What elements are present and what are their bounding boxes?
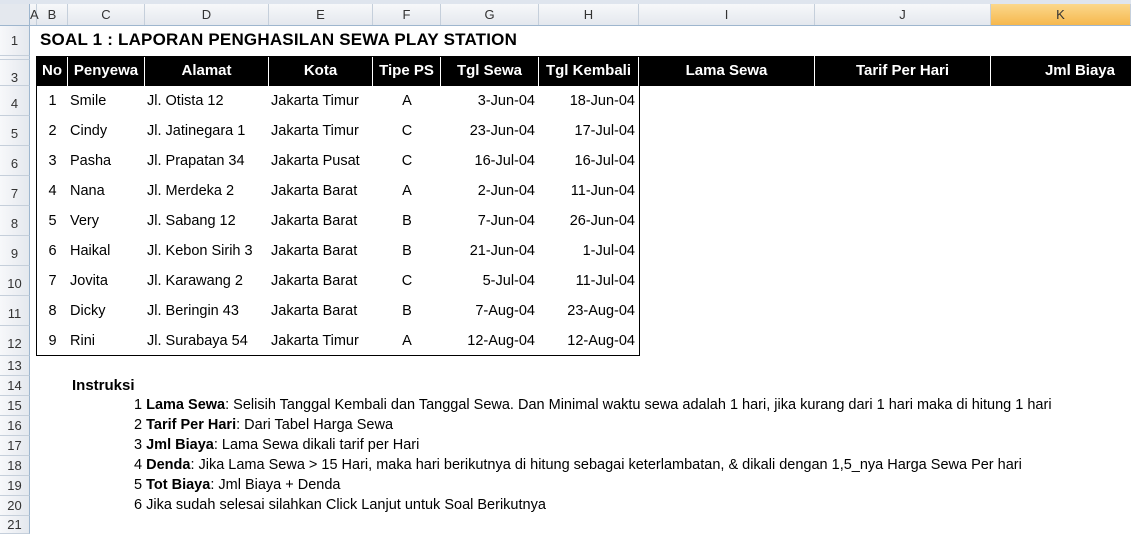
- column-header-j[interactable]: J: [815, 4, 991, 25]
- cell-tgl-kembali[interactable]: 11-Jun-04: [570, 183, 635, 199]
- cell-tgl-sewa[interactable]: 23-Jun-04: [469, 123, 535, 139]
- cell-tgl-sewa[interactable]: 2-Jun-04: [477, 183, 535, 199]
- row-header[interactable]: 19: [0, 476, 30, 496]
- row-header[interactable]: 17: [0, 436, 30, 456]
- header-jml-biaya: Jml Biaya: [991, 56, 1131, 86]
- header-lama-sewa: Lama Sewa: [639, 56, 815, 86]
- row-header[interactable]: 10: [0, 266, 30, 296]
- row-header[interactable]: 11: [0, 296, 30, 326]
- cell-tgl-sewa[interactable]: 3-Jun-04: [477, 93, 535, 109]
- cell-kota[interactable]: Jakarta Timur: [271, 93, 359, 109]
- cell-alamat[interactable]: Jl. Prapatan 34: [147, 153, 245, 169]
- cell-tipe-ps[interactable]: A: [402, 93, 412, 109]
- column-header-b[interactable]: B: [37, 4, 68, 25]
- cell-penyewa[interactable]: Jovita: [70, 273, 108, 289]
- cell-tipe-ps[interactable]: A: [402, 333, 412, 349]
- row-header[interactable]: 3: [0, 60, 30, 86]
- row-header[interactable]: 18: [0, 456, 30, 476]
- cell-kota[interactable]: Jakarta Timur: [271, 123, 359, 139]
- select-all-corner[interactable]: [0, 4, 30, 26]
- cell-penyewa[interactable]: Cindy: [70, 123, 108, 139]
- header-tgl-kembali: Tgl Kembali: [539, 56, 639, 86]
- cell-tgl-sewa[interactable]: 7-Jun-04: [477, 213, 535, 229]
- cell-no[interactable]: 8: [48, 303, 57, 319]
- instructions-title: Instruksi: [72, 377, 135, 394]
- header-penyewa: Penyewa: [68, 56, 145, 86]
- cell-tgl-kembali[interactable]: 18-Jun-04: [569, 93, 635, 109]
- cell-tgl-kembali[interactable]: 26-Jun-04: [569, 213, 635, 229]
- cell-tgl-sewa[interactable]: 7-Aug-04: [475, 303, 535, 319]
- cell-alamat[interactable]: Jl. Beringin 43: [147, 303, 239, 319]
- row-header[interactable]: 16: [0, 416, 30, 436]
- cell-tgl-sewa[interactable]: 21-Jun-04: [469, 243, 535, 259]
- instruction-item: 3 Jml Biaya: Lama Sewa dikali tarif per Hari: [134, 437, 420, 453]
- row-header[interactable]: 14: [0, 376, 30, 396]
- row-header[interactable]: 13: [0, 356, 30, 376]
- cell-penyewa[interactable]: Dicky: [70, 303, 106, 319]
- column-header-a[interactable]: A: [30, 4, 37, 25]
- instruction-item: 1 Lama Sewa: Selisih Tanggal Kembali dan Tanggal Sewa. Dan Minimal waktu sewa adalah 1 hari, jika kurang dari 1 hari maka di hitung 1 hari: [134, 397, 1052, 413]
- cell-kota[interactable]: Jakarta Barat: [271, 303, 358, 319]
- cell-no[interactable]: 2: [48, 123, 57, 139]
- row-header[interactable]: 8: [0, 206, 30, 236]
- cell-tgl-sewa[interactable]: 12-Aug-04: [467, 333, 535, 349]
- row-header[interactable]: 4: [0, 86, 30, 116]
- column-header-f[interactable]: F: [373, 4, 441, 25]
- header-tgl-sewa: Tgl Sewa: [441, 56, 539, 86]
- cell-alamat[interactable]: Jl. Sabang 12: [147, 213, 236, 229]
- column-header-k[interactable]: K: [991, 4, 1131, 25]
- instruction-item: 2 Tarif Per Hari: Dari Tabel Harga Sewa: [134, 417, 394, 433]
- cell-kota[interactable]: Jakarta Barat: [271, 243, 358, 259]
- column-header-i[interactable]: I: [639, 4, 815, 25]
- row-header[interactable]: 7: [0, 176, 30, 206]
- row-header[interactable]: 21: [0, 516, 30, 534]
- cell-kota[interactable]: Jakarta Barat: [271, 273, 358, 289]
- cell-alamat[interactable]: Jl. Kebon Sirih 3: [147, 243, 253, 259]
- cell-penyewa[interactable]: Pasha: [70, 153, 112, 169]
- cell-tgl-kembali[interactable]: 16-Jul-04: [574, 153, 635, 169]
- cell-kota[interactable]: Jakarta Timur: [271, 333, 359, 349]
- cell-no[interactable]: 1: [48, 93, 57, 109]
- row-header[interactable]: 12: [0, 326, 30, 356]
- column-header-g[interactable]: G: [441, 4, 539, 25]
- cell-no[interactable]: 7: [48, 273, 57, 289]
- cell-tipe-ps[interactable]: C: [401, 123, 413, 139]
- cell-tgl-kembali[interactable]: 1-Jul-04: [582, 243, 635, 259]
- column-header-c[interactable]: C: [68, 4, 145, 25]
- cell-alamat[interactable]: Jl. Merdeka 2: [147, 183, 235, 199]
- column-header-e[interactable]: E: [269, 4, 373, 25]
- cell-kota[interactable]: Jakarta Pusat: [271, 153, 360, 169]
- cell-tipe-ps[interactable]: B: [402, 303, 412, 319]
- cell-no[interactable]: 4: [48, 183, 57, 199]
- header-no: No: [37, 56, 68, 86]
- cell-kota[interactable]: Jakarta Barat: [271, 213, 358, 229]
- cell-tgl-sewa[interactable]: 5-Jul-04: [482, 273, 535, 289]
- header-tipe-ps: Tipe PS: [373, 56, 441, 86]
- cell-tgl-kembali[interactable]: 23-Aug-04: [567, 303, 635, 319]
- row-header[interactable]: 1: [0, 26, 30, 56]
- header-alamat: Alamat: [145, 56, 269, 86]
- instruction-item: 4 Denda: Jika Lama Sewa > 15 Hari, maka hari berikutnya di hitung sebagai keterlambatan, & dikali dengan 1,5_nya Harga Sewa Per hari: [134, 457, 1022, 473]
- column-header-h[interactable]: H: [539, 4, 639, 25]
- cell-alamat[interactable]: Jl. Otista 12: [147, 93, 224, 109]
- cell-kota[interactable]: Jakarta Barat: [271, 183, 358, 199]
- cell-tgl-kembali[interactable]: 11-Jul-04: [575, 273, 635, 289]
- cell-tipe-ps[interactable]: B: [402, 243, 412, 259]
- cell-alamat[interactable]: Jl. Jatinegara 1: [147, 123, 246, 139]
- cell-no[interactable]: 5: [48, 213, 57, 229]
- cell-tipe-ps[interactable]: B: [402, 213, 412, 229]
- row-header[interactable]: 9: [0, 236, 30, 266]
- row-header[interactable]: 15: [0, 396, 30, 416]
- row-header[interactable]: 5: [0, 116, 30, 146]
- cell-penyewa[interactable]: Nana: [70, 183, 105, 199]
- column-header-bar: [0, 4, 1131, 26]
- row-header[interactable]: 6: [0, 146, 30, 176]
- cell-penyewa[interactable]: Rini: [70, 333, 95, 349]
- instruction-item: 5 Tot Biaya: Jml Biaya + Denda: [134, 477, 341, 493]
- cell-penyewa[interactable]: Haikal: [70, 243, 111, 259]
- row-header[interactable]: 20: [0, 496, 30, 516]
- cell-tipe-ps[interactable]: A: [402, 183, 412, 199]
- cell-penyewa[interactable]: Very: [70, 213, 100, 229]
- cell-tgl-kembali[interactable]: 17-Jul-04: [574, 123, 635, 139]
- cell-no[interactable]: 3: [48, 153, 57, 169]
- cell-tgl-sewa[interactable]: 16-Jul-04: [474, 153, 535, 169]
- header-tarif-per-hari: Tarif Per Hari: [815, 56, 991, 86]
- cell-no[interactable]: 9: [48, 333, 57, 349]
- cell-penyewa[interactable]: Smile: [70, 93, 107, 109]
- header-kota: Kota: [269, 56, 373, 86]
- cell-tgl-kembali[interactable]: 12-Aug-04: [567, 333, 635, 349]
- sheet-title: SOAL 1 : LAPORAN PENGHASILAN SEWA PLAY STATION: [40, 30, 518, 49]
- cell-tipe-ps[interactable]: C: [401, 273, 413, 289]
- cell-alamat[interactable]: Jl. Karawang 2: [147, 273, 243, 289]
- column-header-d[interactable]: D: [145, 4, 269, 25]
- cell-tipe-ps[interactable]: C: [401, 153, 413, 169]
- cell-no[interactable]: 6: [48, 243, 57, 259]
- cell-alamat[interactable]: Jl. Surabaya 54: [147, 333, 248, 349]
- instruction-item: 6 Jika sudah selesai silahkan Click Lanjut untuk Soal Berikutnya: [134, 497, 546, 513]
